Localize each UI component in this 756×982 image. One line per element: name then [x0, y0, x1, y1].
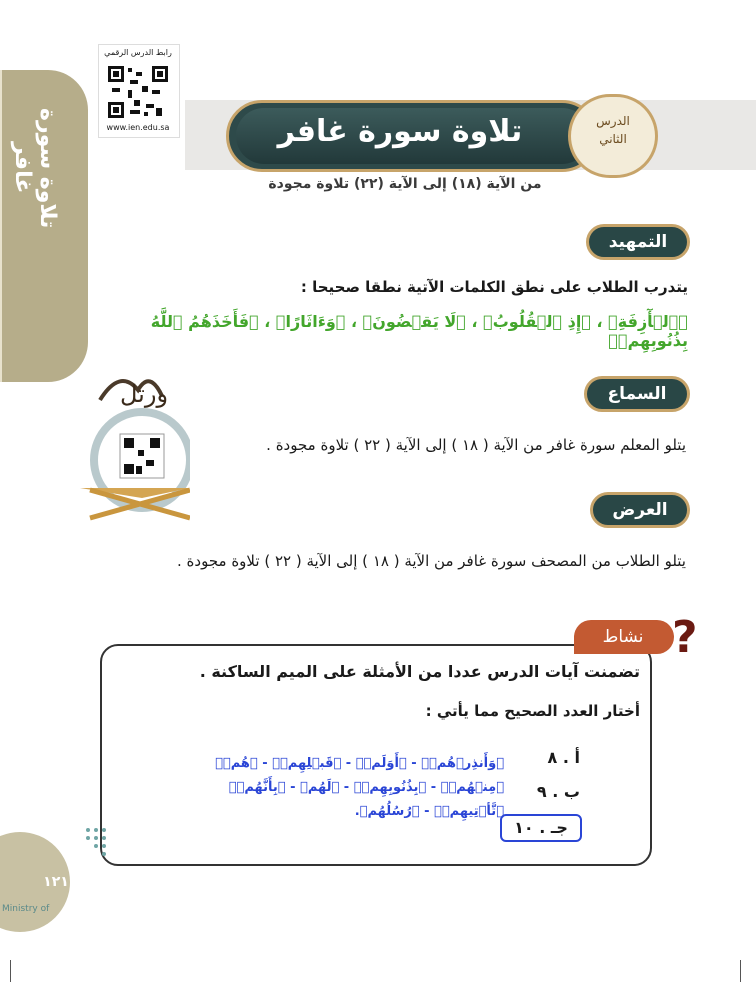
- ministry-label: Ministry of: [2, 904, 50, 914]
- lesson-subtitle: من الآية (١٨) إلى الآية (٢٢) تلاوة مجودة: [268, 176, 542, 192]
- option-value: ٩: [536, 782, 547, 801]
- crop-mark: [740, 960, 741, 982]
- example-line: ﴿مِنۡهُمۡ﴾ - ﴿بِذُنُوبِهِمۡ﴾ - ﴿لَهُم﴾ - ﴿بِأَنَّهُمۡ﴾: [228, 780, 504, 795]
- activity-instruction: أختار العدد الصحيح مما يأتي :: [425, 702, 640, 720]
- page-number: ١٢١: [43, 874, 69, 890]
- example-line: ﴿وَأَنذِرۡهُمۡ﴾ - ﴿أَوَلَمۡ﴾ - ﴿قَبۡلِهِمۡ﴾ - ﴿هُمۡ﴾: [215, 756, 504, 771]
- option-value: ٨: [547, 748, 558, 767]
- activity-statement: تضمنت آيات الدرس عددا من الأمثلة على الميم الساكنة .: [199, 662, 640, 681]
- activity-label: نشاط: [602, 627, 644, 647]
- quran-stand-icon: [80, 360, 190, 530]
- qr-url[interactable]: www.ien.edu.sa: [106, 123, 170, 132]
- question-mark-icon: ?: [672, 612, 698, 663]
- option-c-selected[interactable]: [500, 814, 582, 842]
- section-label-intro: التمهيد: [586, 224, 690, 260]
- present-text: يتلو الطلاب من المصحف سورة غافر من الآية ( ١٨ ) إلى الآية ( ٢٢ ) تلاوة مجودة .: [177, 552, 686, 570]
- listen-text: يتلو المعلم سورة غافر من الآية ( ١٨ ) إلى الآية ( ٢٢ ) تلاوة مجودة .: [266, 436, 686, 454]
- example-line: ﴿تَّأۡتِيهِمۡ﴾ - ﴿رُسُلُهُم﴾.: [354, 804, 504, 819]
- intro-text: يتدرب الطلاب على نطق الكلمات الآتية نطقا صحيحا :: [300, 278, 688, 296]
- lesson-ordinal: الثاني: [599, 132, 627, 146]
- dots-decoration-icon: [84, 826, 108, 856]
- lesson-label: الدرس: [596, 114, 630, 128]
- sidebar-edge: [0, 70, 2, 382]
- section-label-listen: السماع: [584, 376, 690, 412]
- option-letter: جـ .: [539, 818, 568, 837]
- option-letter: ب .: [552, 782, 580, 801]
- crop-mark: [10, 960, 11, 982]
- examples-list: [212, 752, 504, 824]
- lesson-title: تلاوة سورة غافر: [277, 114, 523, 149]
- qr-label: رابط الدرس الرقمي: [104, 48, 172, 57]
- section-label-present: العرض: [590, 492, 690, 528]
- lesson-number: [576, 112, 650, 148]
- qr-code-icon[interactable]: [106, 64, 170, 120]
- option-a[interactable]: [520, 748, 580, 767]
- quran-words: ﴿ٱلۡأٓزِفَةِ﴾ ، ﴿إِذِ ٱلۡقُلُوبُ﴾ ، ﴿لَا يَقۡضُونَ﴾ ، ﴿وَءَاثَارًا﴾ ، ﴿فَأَخَذَهُمُ ٱللَّهُ بِذُنُوبِهِمۡ﴾: [150, 312, 688, 350]
- option-b[interactable]: [520, 782, 580, 801]
- option-letter: أ .: [562, 748, 580, 767]
- option-value: ١٠: [514, 818, 534, 837]
- svg-text:ورتل: ورتل: [120, 380, 169, 408]
- sidebar-title: تلاوة سورة غافر: [10, 107, 60, 229]
